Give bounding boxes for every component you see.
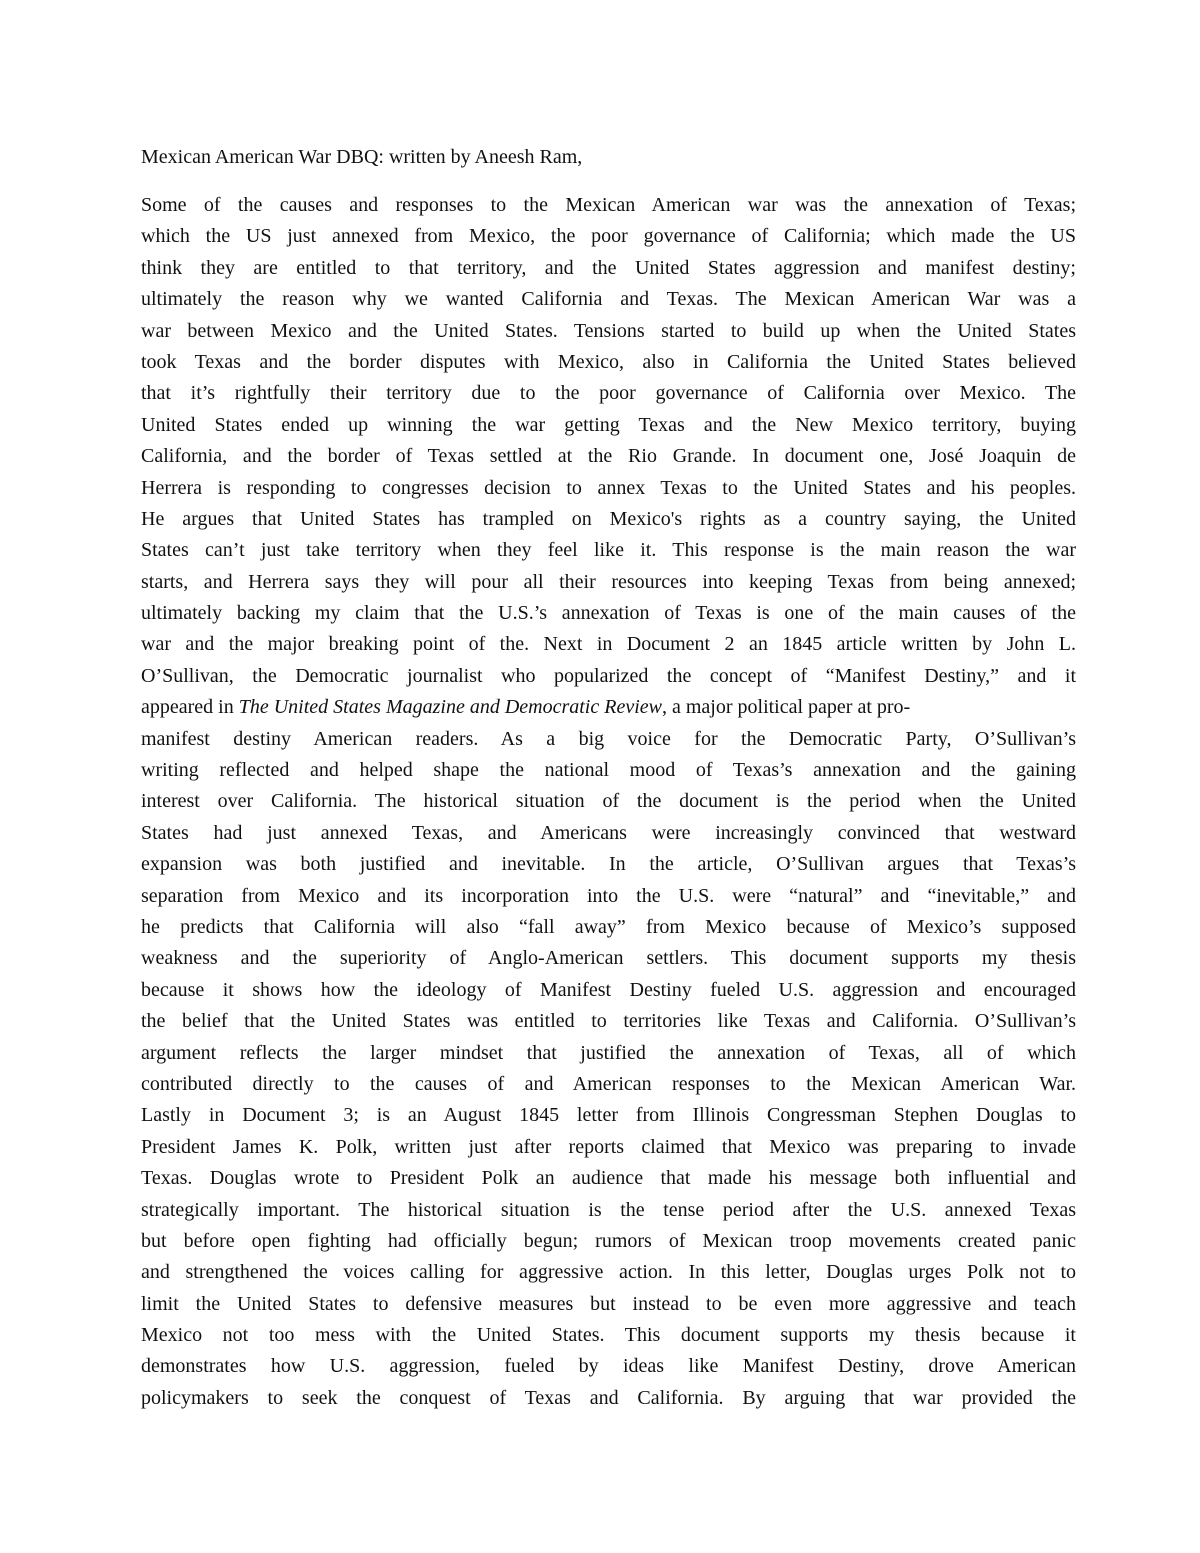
essay-line: Texas. Douglas wrote to President Polk an audience that made his message both influential and — [141, 1167, 1076, 1190]
essay-line: and strengthened the voices calling for aggressive action. In this letter, Douglas urges Polk not to — [141, 1261, 1076, 1284]
essay-line: States can’t just take territory when they feel like it. This response is the main reason the war — [141, 539, 1076, 562]
essay-line: think they are entitled to that territory, and the United States aggression and manifest destiny; — [141, 256, 1076, 279]
essay-line: starts, and Herrera says they will pour all their resources into keeping Texas from being annexed; — [141, 570, 1076, 593]
essay-line: Some of the causes and responses to the Mexican American war was the annexation of Texas; — [141, 194, 1076, 216]
essay-line: ultimately the reason why we wanted California and Texas. The Mexican American War was a — [141, 288, 1076, 311]
essay-line: strategically important. The historical situation is the tense period after the U.S. annexed Texas — [141, 1198, 1076, 1221]
line-text-after: , a major political paper at pro- — [661, 696, 911, 719]
essay-line: States had just annexed Texas, and Americans were increasingly convinced that westward — [141, 821, 1076, 844]
essay-line: Mexico not too mess with the United States. This document supports my thesis because it — [141, 1324, 1076, 1347]
essay-line: manifest destiny American readers. As a big voice for the Democratic Party, O’Sullivan’s — [141, 727, 1076, 750]
essay-line-with-citation — [141, 692, 1076, 723]
essay-line: which the US just annexed from Mexico, the poor governance of California; which made the US — [141, 225, 1076, 248]
essay-line: President James K. Polk, written just after reports claimed that Mexico was preparing to invade — [141, 1135, 1076, 1158]
essay-line: weakness and the superiority of Anglo-American settlers. This document supports my thesis — [141, 947, 1076, 970]
essay-line: but before open fighting had officially begun; rumors of Mexican troop movements created panic — [141, 1229, 1076, 1252]
essay-line: argument reflects the larger mindset that justified the annexation of Texas, all of which — [141, 1041, 1076, 1064]
essay-line: the belief that the United States was entitled to territories like Texas and California. O’Sullivan’s — [141, 1010, 1076, 1033]
essay-line: war and the major breaking point of the. Next in Document 2 an 1845 article written by John L. — [141, 633, 1076, 656]
essay-line: O’Sullivan, the Democratic journalist who popularized the concept of “Manifest Destiny,” and it — [141, 664, 1076, 687]
essay-line: policymakers to seek the conquest of Texas and California. By arguing that war provided the — [141, 1386, 1076, 1409]
essay-line: demonstrates how U.S. aggression, fueled by ideas like Manifest Destiny, drove American — [141, 1355, 1076, 1378]
essay-line: that it’s rightfully their territory due to the poor governance of California over Mexico. The — [141, 382, 1076, 405]
essay-line: took Texas and the border disputes with Mexico, also in California the United States believed — [141, 350, 1076, 373]
essay-line: war between Mexico and the United States. Tensions started to build up when the United States — [141, 319, 1076, 342]
publication-title: The United States Magazine and Democratic Review — [238, 696, 662, 719]
essay-line: United States ended up winning the war getting Texas and the New Mexico territory, buying — [141, 413, 1076, 436]
essay-line: because it shows how the ideology of Manifest Destiny fueled U.S. aggression and encouraged — [141, 978, 1076, 1001]
essay-line: ultimately backing my claim that the U.S.’s annexation of Texas is one of the main causes of the — [141, 602, 1076, 625]
essay-line: Lastly in Document 3; is an August 1845 letter from Illinois Congressman Stephen Douglas to — [141, 1104, 1076, 1127]
essay-line: writing reflected and helped shape the national mood of Texas’s annexation and the gaining — [141, 759, 1076, 782]
essay-line: He argues that United States has trampled on Mexico's rights as a country saying, the United — [141, 507, 1076, 530]
essay-line: Herrera is responding to congresses decision to annex Texas to the United States and his peoples. — [141, 476, 1076, 499]
essay-line: limit the United States to defensive measures but instead to be even more aggressive and teach — [141, 1292, 1076, 1315]
essay-line: interest over California. The historical situation of the document is the period when the United — [141, 790, 1076, 813]
essay-line: separation from Mexico and its incorporation into the U.S. were “natural” and “inevitable,” and — [141, 884, 1076, 907]
essay-line: California, and the border of Texas settled at the Rio Grande. In document one, José Joaquin de — [141, 445, 1076, 468]
essay-line: expansion was both justified and inevitable. In the article, O’Sullivan argues that Texas’s — [141, 853, 1076, 876]
line-text-before: appeared in — [141, 696, 239, 719]
document-title: Mexican American War DBQ: written by Aneesh Ram, — [141, 146, 583, 168]
essay-paragraph — [141, 190, 1076, 1414]
essay-line: contributed directly to the causes of and American responses to the Mexican American War. — [141, 1072, 1076, 1095]
essay-line: he predicts that California will also “fall away” from Mexico because of Mexico’s supposed — [141, 915, 1076, 938]
